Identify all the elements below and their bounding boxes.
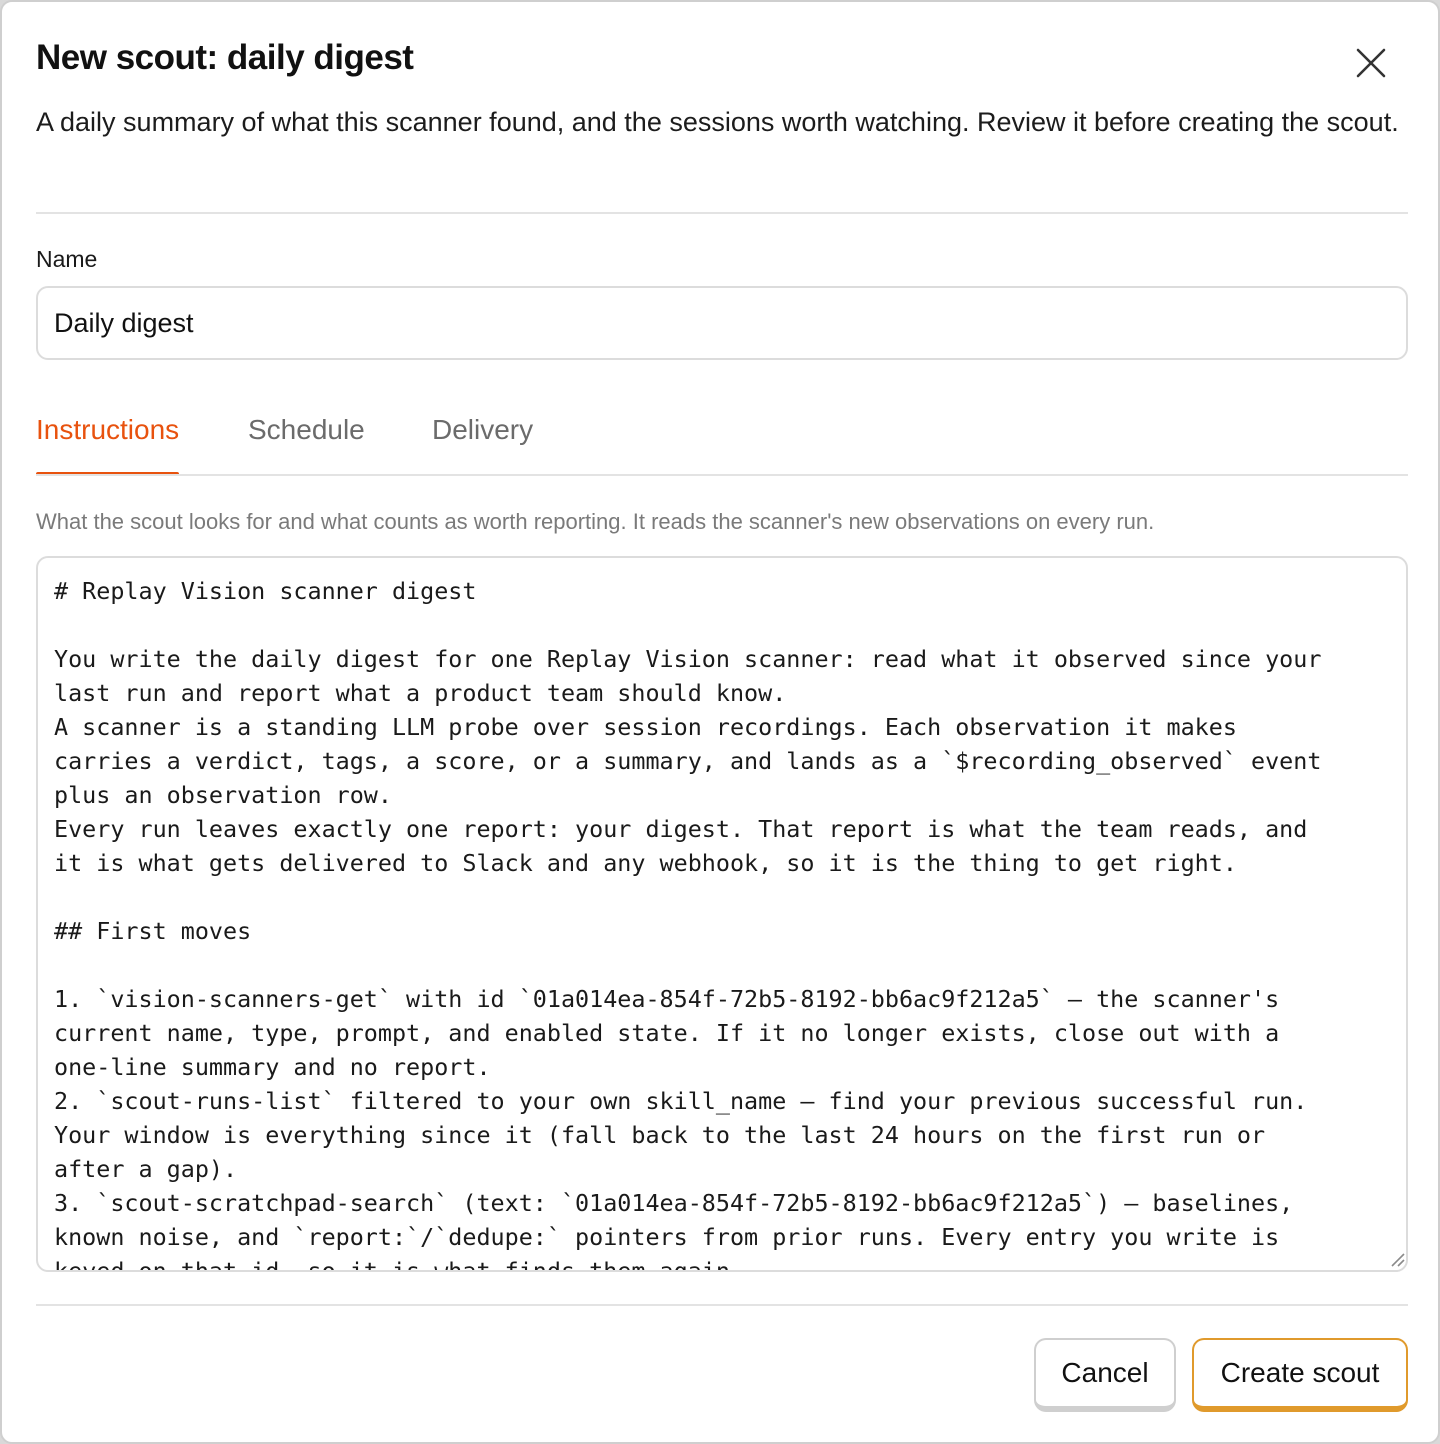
dialog-title: New scout: daily digest xyxy=(36,38,414,77)
name-input[interactable] xyxy=(36,286,1408,360)
cancel-button[interactable]: Cancel xyxy=(1034,1338,1176,1412)
close-icon xyxy=(1356,48,1386,78)
tab-instructions[interactable]: Instructions xyxy=(36,406,179,476)
create-scout-button[interactable]: Create scout xyxy=(1192,1338,1408,1412)
close-button[interactable] xyxy=(1346,38,1396,88)
dialog-subtitle: A daily summary of what this scanner found, and the sessions worth watching. Review it before creating the scout. xyxy=(36,107,1399,137)
name-field-label: Name xyxy=(36,246,98,272)
instructions-hint: What the scout looks for and what counts as worth reporting. It reads the scanner's new observations on every run. xyxy=(36,509,1155,534)
resize-handle-icon[interactable] xyxy=(1388,1250,1406,1268)
tab-divider xyxy=(36,474,1408,476)
footer-divider xyxy=(36,1304,1408,1306)
header-divider xyxy=(36,212,1408,214)
instructions-editor[interactable] xyxy=(36,556,1408,1272)
tab-schedule[interactable]: Schedule xyxy=(248,414,365,445)
tab-delivery[interactable]: Delivery xyxy=(432,414,534,445)
